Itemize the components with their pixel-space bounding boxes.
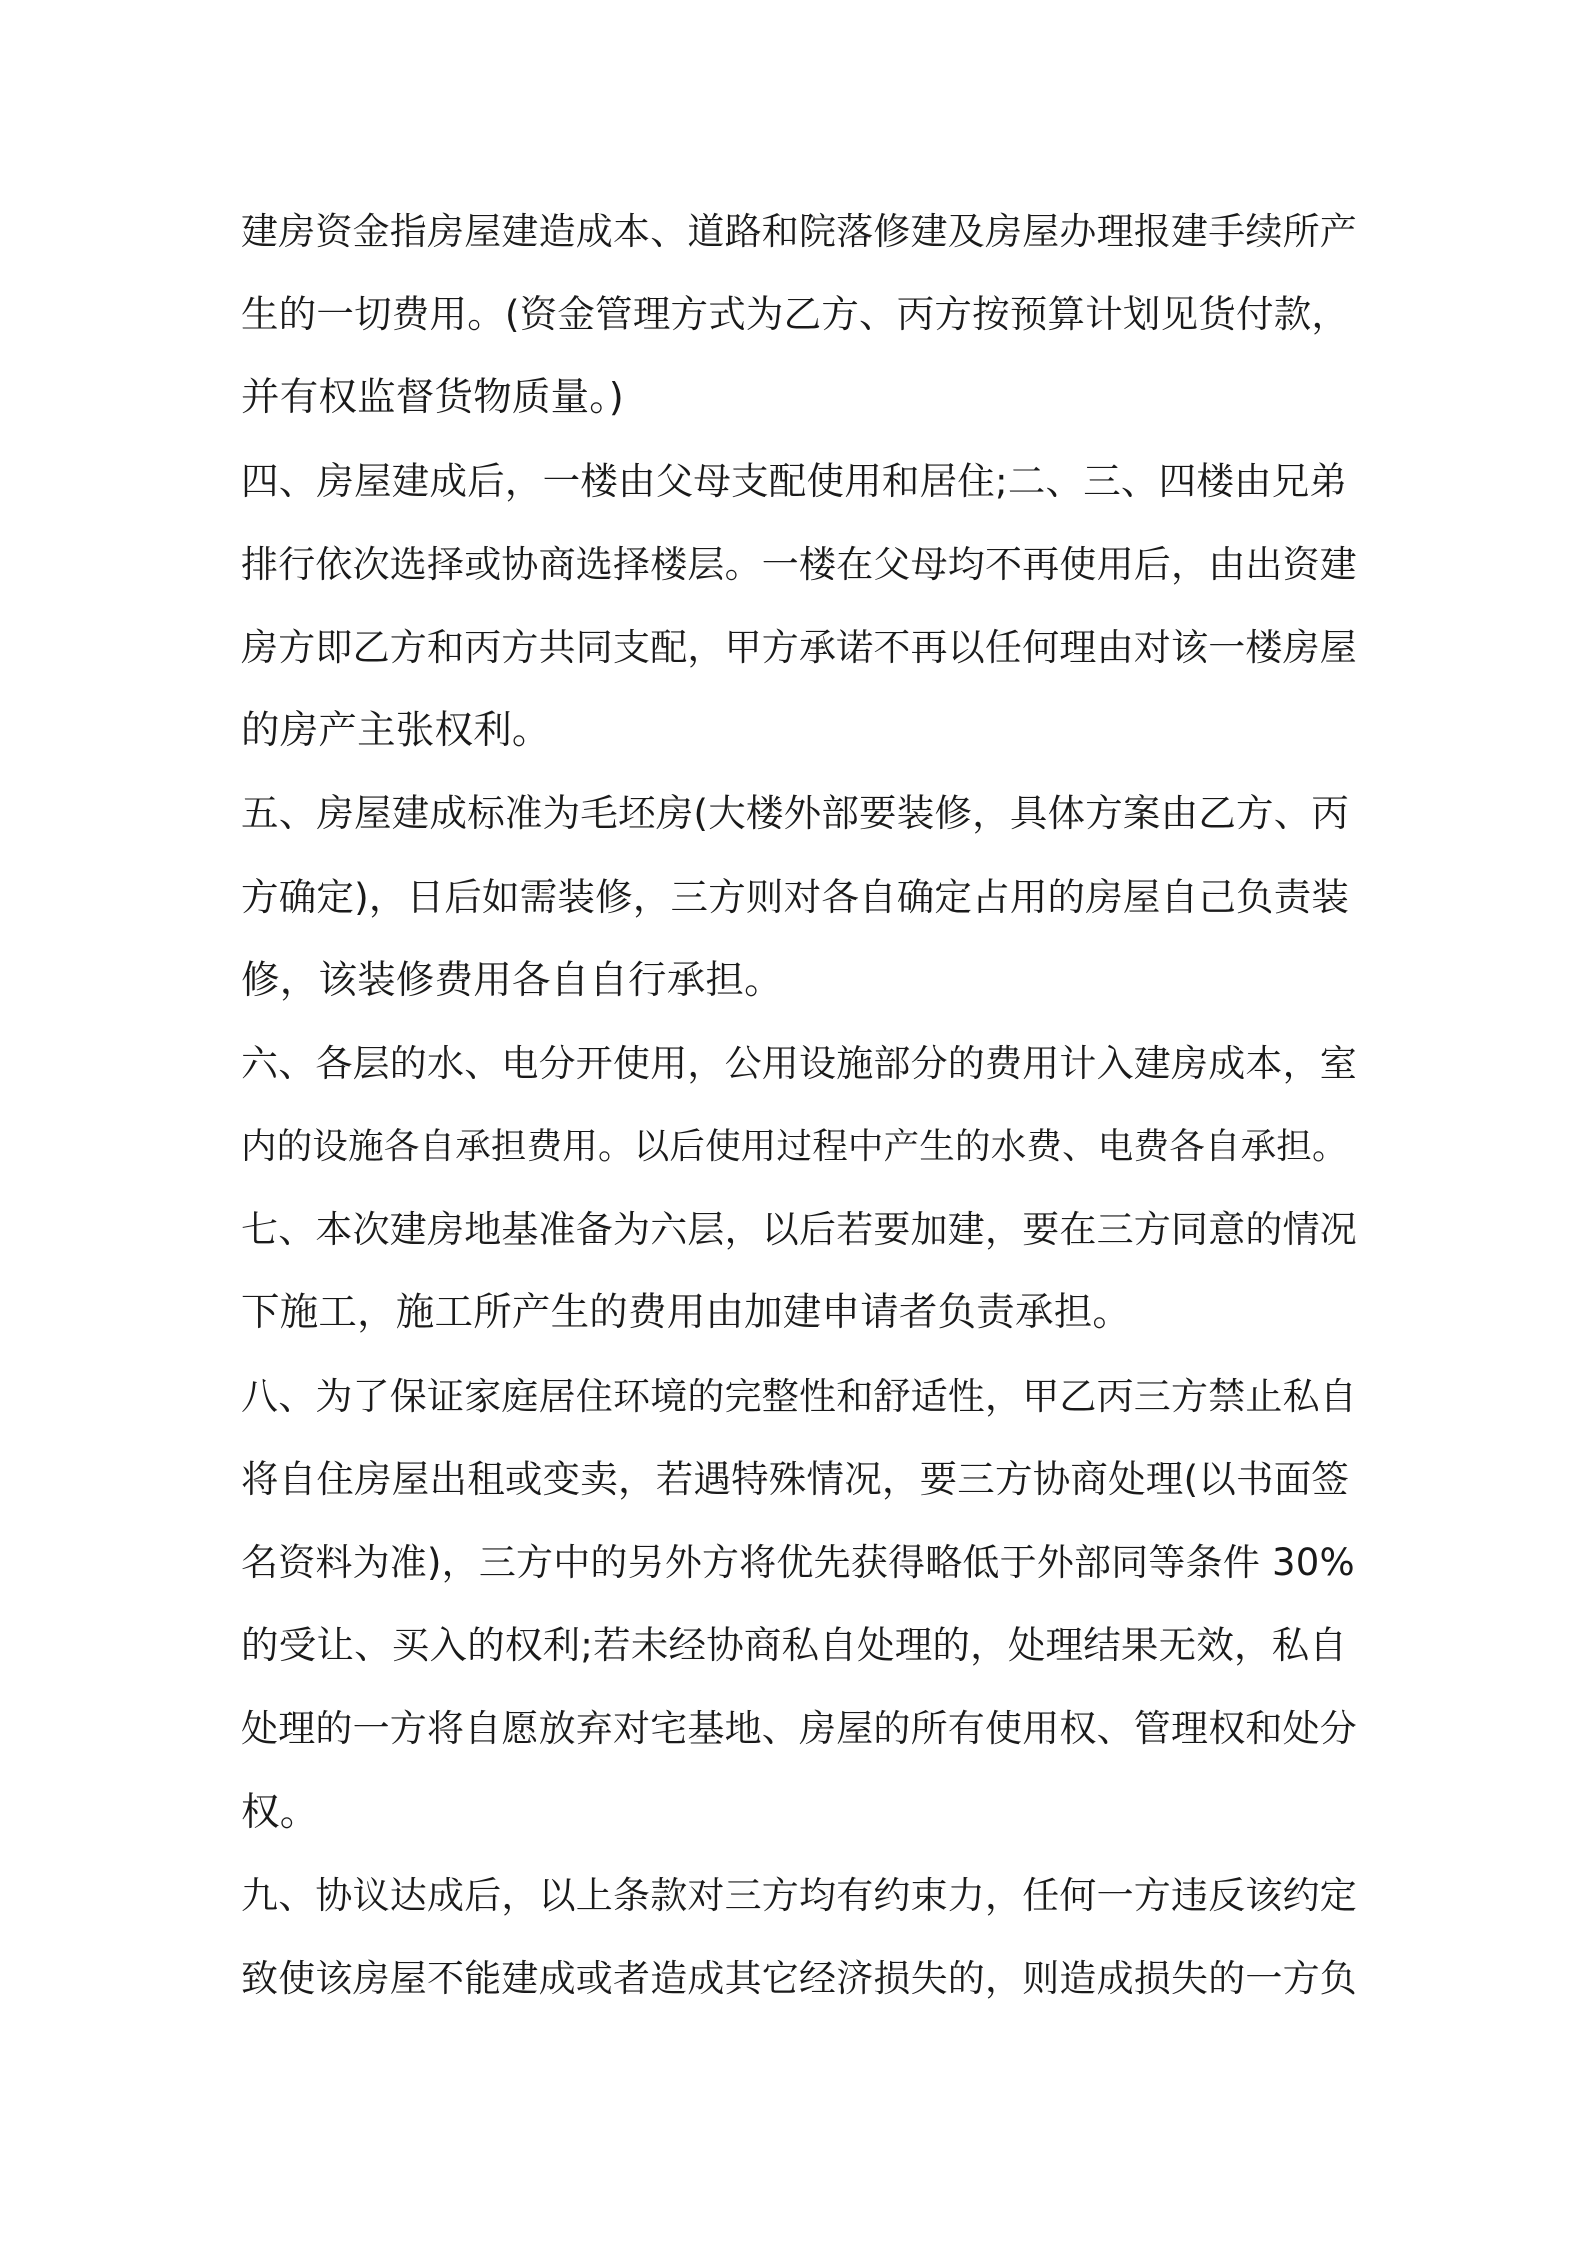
text-line: 九、协议达成后，以上条款对三方均有约束力，任何一方违反该约定 bbox=[241, 1873, 1357, 1917]
document-body bbox=[241, 190, 1361, 2020]
text-line: 名资料为准)，三方中的另外方将优先获得略低于外部同等条件 30% bbox=[241, 1541, 1355, 1584]
text-line: 的受让、买入的权利;若未经协商私自处理的，处理结果无效，私自 bbox=[241, 1623, 1348, 1668]
text-line: 建房资金指房屋建造成本、道路和院落修建及房屋办理报建手续所产 bbox=[241, 210, 1357, 253]
text-line: 的房产主张权利。 bbox=[241, 708, 551, 754]
text-line: 排行依次选择或协商选择楼层。一楼在父母均不再使用后，由出资建 bbox=[241, 542, 1357, 586]
text-line: 七、本次建房地基准备为六层，以后若要加建，要在三方同意的情况 bbox=[241, 1208, 1357, 1252]
text-line: 并有权监督货物质量。) bbox=[241, 375, 624, 421]
text-line: 将自住房屋出租或变卖，若遇特殊情况，要三方协商处理(以书面签 bbox=[241, 1456, 1350, 1501]
text-line: 六、各层的水、电分开使用，公用设施部分的费用计入建房成本，室 bbox=[241, 1041, 1357, 1085]
text-line: 修，该装修费用各自自行承担。 bbox=[241, 957, 783, 1003]
text-line: 方确定)，日后如需装修，三方则对各自确定占用的房屋自己负责装 bbox=[241, 874, 1350, 919]
text-line: 四、房屋建成后，一楼由父母支配使用和居住;二、三、四楼由兄弟 bbox=[241, 458, 1348, 503]
text-line: 下施工，施工所产生的费用由加建申请者负责承担。 bbox=[241, 1290, 1132, 1336]
text-line: 五、房屋建成标准为毛坯房(大楼外部要装修，具体方案由乙方、丙 bbox=[241, 791, 1350, 836]
text-line: 权。 bbox=[241, 1789, 319, 1835]
text-line: 致使该房屋不能建成或者造成其它经济损失的，则造成损失的一方负 bbox=[241, 1956, 1357, 2000]
text-line: 房方即乙方和丙方共同支配，甲方承诺不再以任何理由对该一楼房屋 bbox=[241, 625, 1357, 669]
text-line: 处理的一方将自愿放弃对宅基地、房屋的所有使用权、管理权和处分 bbox=[241, 1707, 1357, 1751]
text-line: 生的一切费用。(资金管理方式为乙方、丙方按预算计划见货付款， bbox=[241, 292, 1350, 337]
text-line: 八、为了保证家庭居住环境的完整性和舒适性，甲乙丙三方禁止私自 bbox=[241, 1374, 1357, 1418]
text-line: 内的设施各自承担费用。以后使用过程中产生的水费、电费各自承担。 bbox=[241, 1126, 1348, 1168]
